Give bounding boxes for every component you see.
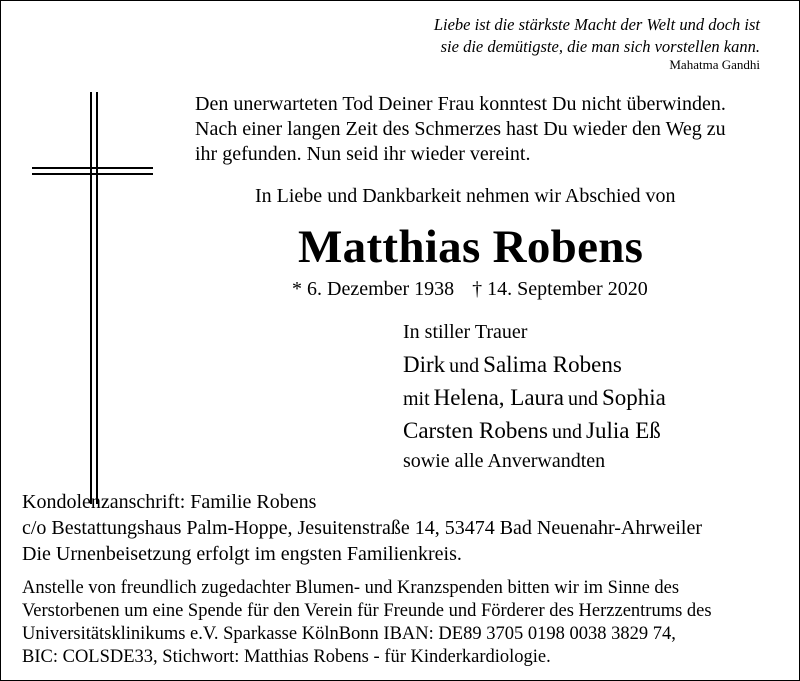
donation-line: BIC: COLSDE33, Stichwort: Matthias Robens - für Kinderkardiologie. xyxy=(22,647,551,667)
mourners-intro: In stiller Trauer xyxy=(403,321,528,343)
quote-line: sie die demütigste, die man sich vorstellen kann. xyxy=(440,37,760,56)
conjunction: und xyxy=(552,421,583,443)
condolence-address xyxy=(22,489,702,541)
conjunction: und xyxy=(567,388,598,410)
conjunction: mit xyxy=(403,388,430,410)
quote-author: Mahatma Gandhi xyxy=(669,57,760,72)
intro-line: ihr gefunden. Nun seid ihr wieder vereint. xyxy=(195,143,531,165)
donation-line: Anstelle von freundlich zugedachter Blumen- und Kranzspenden bitten wir im Sinne des xyxy=(22,578,680,598)
mourner-name: Dirk xyxy=(403,352,446,377)
contact-line: c/o Bestattungshaus Palm-Hoppe, Jesuitenstraße 14, 53474 Bad Neuenahr-Ahrweiler xyxy=(22,517,702,539)
quote-line: Liebe ist die stärkste Macht der Welt und doch ist xyxy=(433,15,760,34)
urn-notice: Die Urnenbeisetzung erfolgt im engsten Familienkreis. xyxy=(22,543,462,565)
mourner-line xyxy=(403,416,666,449)
donation-line: Universitätsklinikums e.V. Sparkasse KölnBonn IBAN: DE89 3705 0198 0038 3829 74, xyxy=(22,624,676,644)
mourner-name: Sophia xyxy=(601,385,666,410)
contact-line: Kondolenzanschrift: Familie Robens xyxy=(22,491,317,513)
mourner-line xyxy=(403,383,666,416)
mourner-line xyxy=(403,350,666,383)
intro-line: Den unerwarteten Tod Deiner Frau konntest Du nicht überwinden. xyxy=(195,93,726,115)
relatives-line: sowie alle Anverwandten xyxy=(403,450,606,472)
mourner-name: Julia Eß xyxy=(586,418,661,443)
donation-notice xyxy=(22,577,712,669)
life-dates xyxy=(292,278,648,301)
mourners-list xyxy=(403,350,666,449)
deceased-name: Matthias Robens xyxy=(298,221,644,273)
mourner-name: Helena, Laura xyxy=(433,385,564,410)
mourner-name: Carsten Robens xyxy=(403,418,549,443)
intro-line: Nach einer langen Zeit des Schmerzes hast Du wieder den Weg zu xyxy=(195,118,726,140)
quote xyxy=(434,14,760,58)
conjunction: und xyxy=(449,355,480,377)
farewell-line: In Liebe und Dankbarkeit nehmen wir Abschied von xyxy=(255,185,676,207)
intro-text xyxy=(195,92,726,167)
death-date: † 14. September 2020 xyxy=(472,278,648,300)
double-line-cross-icon xyxy=(30,92,155,504)
birth-date: * 6. Dezember 1938 xyxy=(292,278,455,300)
mourner-name: Salima Robens xyxy=(483,352,622,377)
donation-line: Verstorbenen um eine Spende für den Verein für Freunde und Förderer des Herzzentrums des xyxy=(22,601,712,621)
